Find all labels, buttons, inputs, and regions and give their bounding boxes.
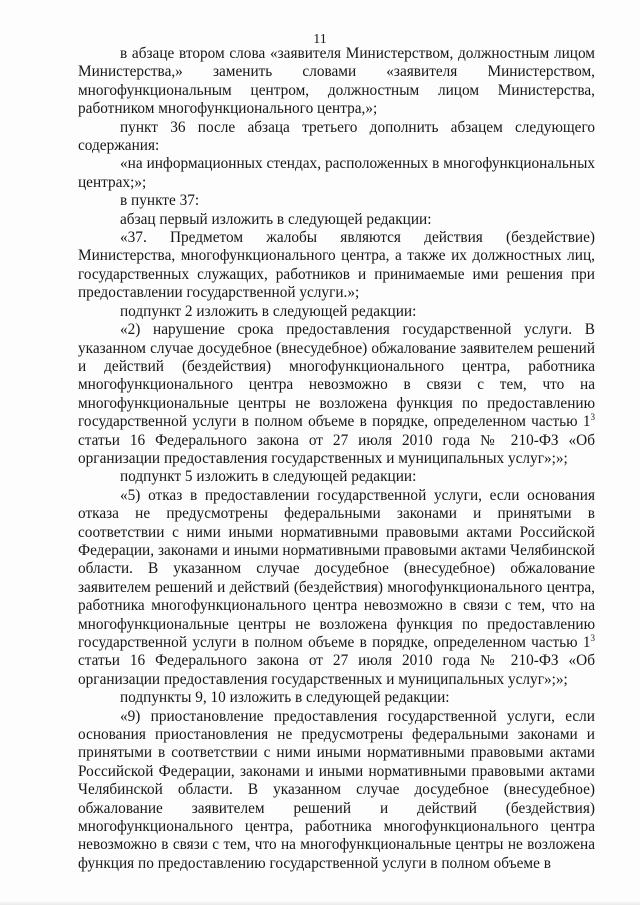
superscript: 3 xyxy=(590,633,595,643)
paragraph: в пункте 37: xyxy=(120,192,200,210)
paragraph: подпункты 9, 10 изложить в следующей редакции: xyxy=(120,689,450,707)
paragraph-text: «5) отказ в предоставлении государственной услуги, если основания отказа не предусмотрены федеральными законами и принятыми в соответствии с ними иными нормативными правовыми актами Российской Федерации, законами и иными нормативными правовыми актами Челябинской области. В указанном случае досудебное (внесудебное) обжалование заявителем решений и действий (бездействия) многофункционального центра, работника многофункционального центра невозможно в связи с тем, что на многофункциональные центры не возложена функция по предоставлению государственной услуги в полном объеме в порядке, определенном частью 1 xyxy=(78,486,595,651)
paragraph: в абзаце втором слова «заявителя Министерством, должностным лицом Министерства,» заменить словами «заявителя Министерством, многофункциональным центром, должностным лицом Министерства, работником многофункционального центра,»; xyxy=(78,45,595,118)
paragraph-text: «2) нарушение срока предоставления государственной услуги. В указанном случае досудебное (внесудебное) обжалование заявителем решений и действий (бездействия) многофункционального центра, работника многофункционального центра невозможно в связи с тем, что на многофункциональные центры не возложена функция по предоставлению государственной услуги в полном объеме в порядке, определенном частью 1 xyxy=(78,321,595,431)
paragraph: «37. Предметом жалобы являются действия (бездействие) Министерства, многофункционального центра, а также их должностных лиц, государственных служащих, работников и принимаемые ими решения при предоставлении государственной услуги.»; xyxy=(78,229,595,302)
paragraph: подпункт 2 изложить в следующей редакции: xyxy=(120,302,417,320)
paragraph: «на информационных стендах, расположенных в многофункциональных центрах;»; xyxy=(78,155,595,191)
document-body xyxy=(78,45,595,873)
paragraph-text: статьи 16 Федерального закона от 27 июля 2010 года № 210-ФЗ «Об организации предоставления государственных и муниципальных услуг»;»; xyxy=(78,652,595,688)
superscript: 3 xyxy=(590,412,595,423)
paragraph-text: статьи 16 Федерального закона от 27 июля 2010 года № 210-ФЗ «Об организации предоставления государственных и муниципальных услуг»;»; xyxy=(78,431,595,467)
paragraph: абзац первый изложить в следующей редакции: xyxy=(120,210,432,228)
paragraph: пункт 36 после абзаца третьего дополнить абзацем следующего содержания: xyxy=(78,118,595,155)
page-number: 11 xyxy=(313,32,327,47)
paragraph xyxy=(78,321,595,468)
scan-edge-shadow xyxy=(0,901,640,905)
paragraph: подпункт 5 изложить в следующей редакции: xyxy=(120,468,417,486)
paragraph: «9) приостановление предоставления государственной услуги, если основания приостановления не предусмотрены федеральными законами и принятыми в соответствии с ними иными нормативными правовыми актами Российской Федерации, законами и иными нормативными правовыми актами Челябинской области. В указанном случае досудебное (внесудебное) обжалование заявителем решений и действий (бездействия) многофункционального центра, работника многофункционального центра невозможно в связи с тем, что на многофункциональные центры не возложена функция по предоставлению государственной услуги в полном объеме в xyxy=(78,707,595,872)
paragraph xyxy=(78,487,595,689)
